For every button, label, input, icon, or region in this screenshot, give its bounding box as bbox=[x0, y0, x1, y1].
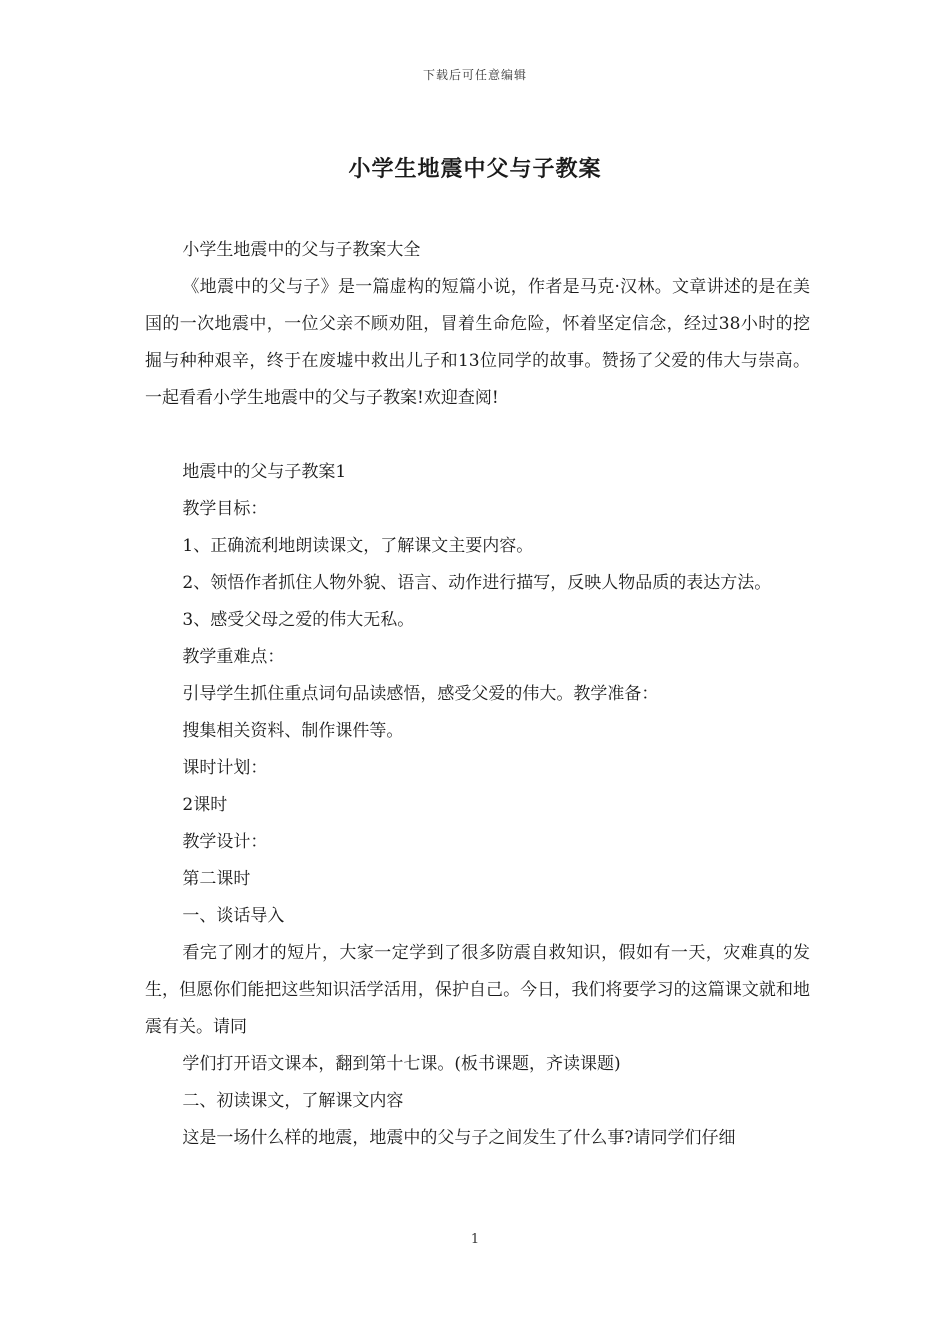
paragraph: 教学目标： bbox=[182, 499, 268, 519]
paragraph: 1、正确流利地朗读课文，了解课文主要内容。 bbox=[182, 536, 534, 556]
page-number: 1 bbox=[470, 1232, 480, 1247]
paragraph: 一、谈话导入 bbox=[182, 906, 285, 926]
paragraph: 引导学生抓住重点词句品读感悟，感受父爱的伟大。教学准备： bbox=[182, 684, 659, 704]
document-body bbox=[145, 232, 810, 1157]
paragraph: 课时计划： bbox=[182, 758, 268, 778]
paragraph: 教学设计： bbox=[182, 832, 268, 852]
paragraph: 2、领悟作者抓住人物外貌、语言、动作进行描写，反映人物品质的表达方法。 bbox=[182, 573, 772, 593]
paragraph: 小学生地震中的父与子教案大全 bbox=[182, 240, 421, 260]
paragraph: 3、感受父母之爱的伟大无私。 bbox=[182, 610, 415, 630]
paragraph: 看完了刚才的短片，大家一定学到了很多防震自救知识，假如有一天，灾难真的发生，但愿你们能把这些知识活学活用，保护自己。今日，我们将要学习的这篇课文就和地震有关。请同 bbox=[145, 943, 810, 1037]
paragraph: 教学重难点： bbox=[182, 647, 285, 667]
paragraph: 这是一场什么样的地震，地震中的父与子之间发生了什么事?请同学们仔细 bbox=[182, 1128, 736, 1148]
paragraph-gap bbox=[145, 417, 810, 454]
paragraph: 学们打开语文课本，翻到第十七课。(板书课题，齐读课题) bbox=[182, 1054, 621, 1074]
paragraph: 第二课时 bbox=[182, 869, 251, 889]
document-title: 小学生地震中父与子教案 bbox=[348, 157, 602, 182]
paragraph: 2课时 bbox=[182, 795, 228, 815]
paragraph: 搜集相关资料、制作课件等。 bbox=[182, 721, 404, 741]
header-note: 下载后可任意编辑 bbox=[422, 68, 527, 82]
paragraph: 二、初读课文，了解课文内容 bbox=[182, 1091, 404, 1111]
paragraph: 《地震中的父与子》是一篇虚构的短篇小说，作者是马克·汉林。文章讲述的是在美国的一次地震中，一位父亲不顾劝阻，冒着生命危险，怀着坚定信念，经过38小时的挖掘与种种艰辛，终于在废墟中救出儿子和13位同学的故事。赞扬了父爱的伟大与崇高。一起看看小学生地震中的父与子教案!欢迎查阅! bbox=[145, 277, 810, 408]
section-heading: 地震中的父与子教案1 bbox=[182, 462, 347, 482]
